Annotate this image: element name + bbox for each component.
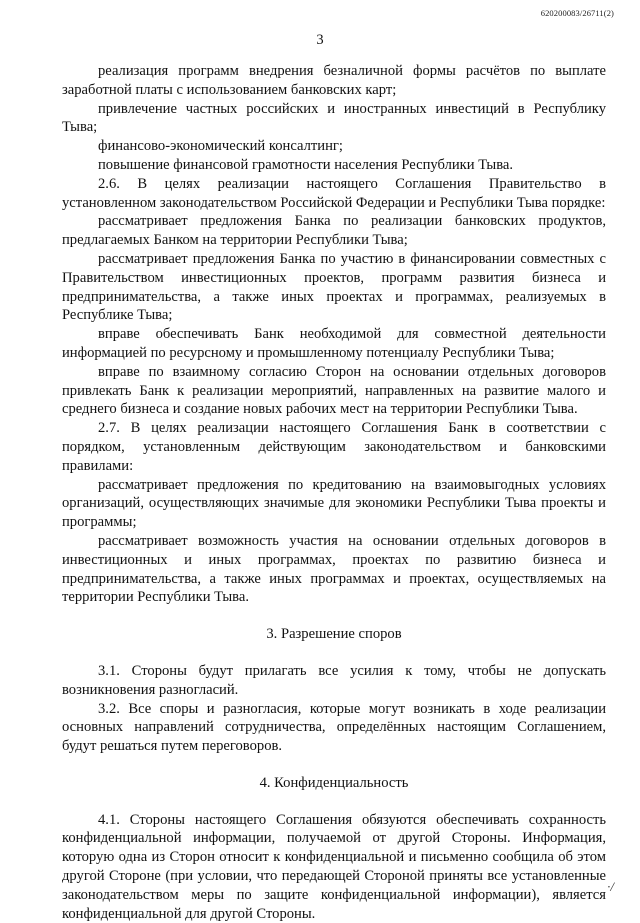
paragraph: 3.1. Стороны будут прилагать все усилия к тому, чтобы не допускать возникновения разногласий.	[62, 662, 606, 698]
paragraph: вправе по взаимному согласию Сторон на основании отдельных договоров привлекать Банк к реализации мероприятий, направленных на развитие малого и среднего бизнеса и создание новых рабочих мест на территории Республики Тыва.	[62, 363, 606, 418]
document-id: 620200083/26711(2)	[540, 8, 614, 18]
paragraph: финансово-экономический консалтинг;	[98, 138, 343, 155]
paragraph: повышение финансовой грамотности населения Республики Тыва.	[98, 156, 514, 173]
section-heading-disputes: 3. Разрешение споров	[266, 626, 402, 643]
paragraph: 3.2. Все споры и разногласия, которые могут возникать в ходе реализации основных направлений сотрудничества, определённых настоящим Соглашением, будут решаться путем переговоров.	[62, 700, 606, 755]
paragraph: 4.1. Стороны настоящего Соглашения обязуются обеспечивать сохранность конфиденциальной информации, получаемой от другой Стороны. Информация, которую одна из Сторон относит к конфиденциальной и письменно сообщила об этом другой Стороне (при условии, что передающей Стороной приняты все установленные законодательством меры по защите конфиденциальной информации), является конфиденциальной для другой Стороны.	[62, 811, 606, 922]
paragraph: привлечение частных российских и иностранных инвестиций в Республику Тыва;	[62, 100, 606, 136]
paragraph: реализация программ внедрения безналичной формы расчётов по выплате заработной платы с использованием банковских карт;	[62, 63, 606, 98]
paragraph: рассматривает предложения Банка по участию в финансировании совместных с Правительством инвестиционных проектов, программ развития бизнеса и предпринимательства, а также иных проектах и программах, реализуемых в Республике Тыва;	[62, 250, 606, 324]
paragraph: вправе обеспечивать Банк необходимой для совместной деятельности информацией по ресурсному и промышленному потенциалу Республики Тыва;	[62, 326, 606, 361]
page-number: 3	[316, 32, 324, 48]
page-corner-mark: ·/	[607, 879, 614, 894]
paragraph: рассматривает предложения по кредитованию на взаимовыгодных условиях организаций, осуществляющих значимые для экономики Республики Тыва проекты и программы;	[62, 476, 606, 531]
paragraph: рассматривает предложения Банка по реализации банковских продуктов, предлагаемых Банком на территории Республики Тыва;	[62, 213, 606, 249]
section-heading-confidentiality: 4. Конфиденциальность	[259, 774, 409, 791]
paragraph: 2.7. В целях реализации настоящего Соглашения Банк в соответствии с порядком, установленным действующим законодательством и банковскими правилами:	[62, 420, 606, 474]
paragraph: 2.6. В целях реализации настоящего Соглашения Правительство в установленном законодательством Российской Федерации и Республики Тыва порядке:	[62, 175, 606, 211]
paragraph: рассматривает возможность участия на основании отдельных договоров в инвестиционных и иных программах, проектах по развитию бизнеса и предпринимательства, а также иных программах и проектах, осуществляемых на территории Республики Тыва.	[62, 532, 606, 606]
document-body	[62, 62, 606, 923]
